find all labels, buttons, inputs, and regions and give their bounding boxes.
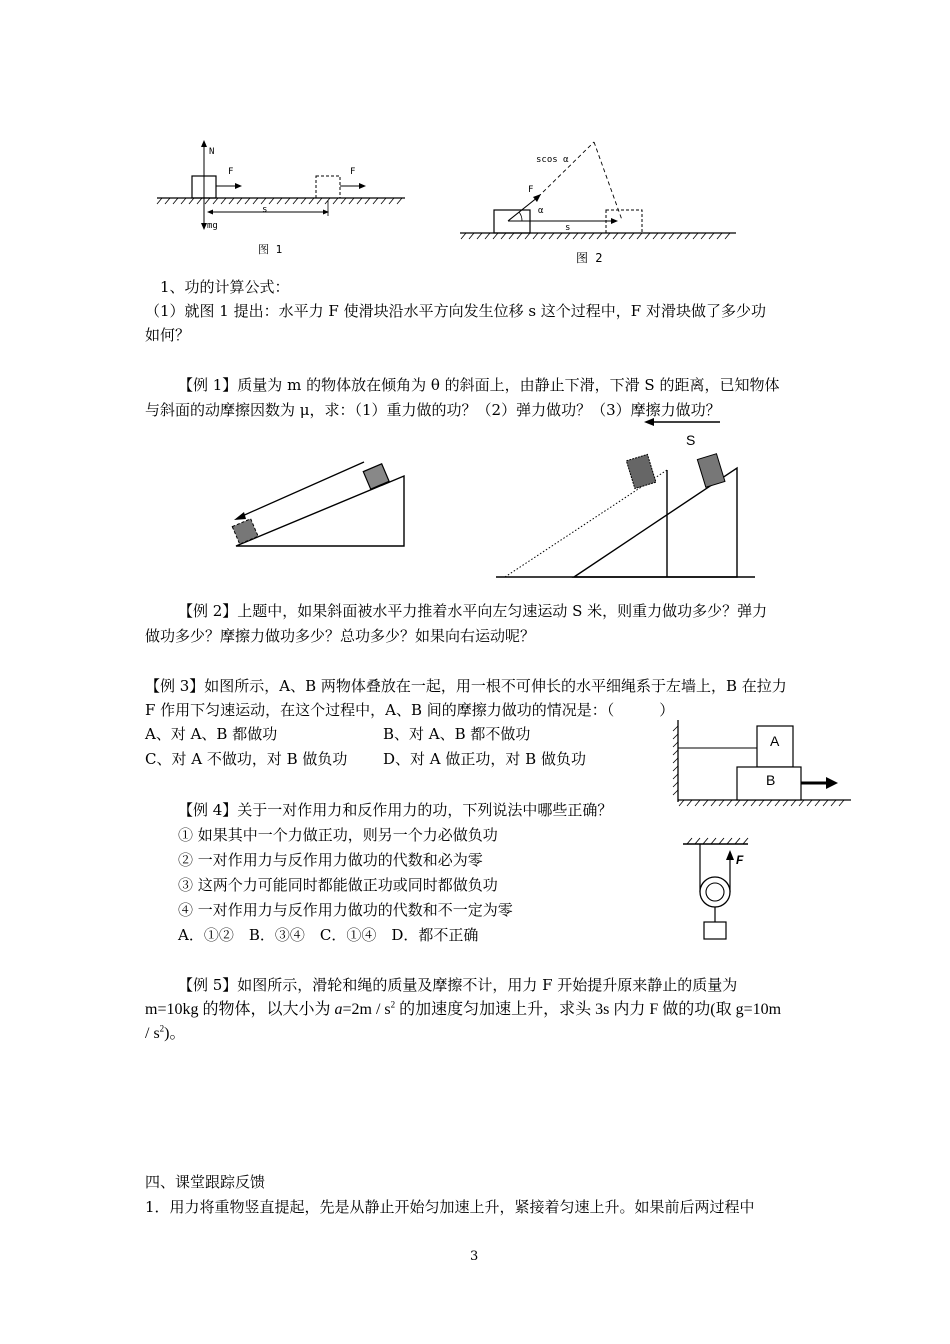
example3-line1: 【例 3】如图所示，A、B 两物体叠放在一起，用一根不可伸长的水平细绳系于左墙上，B 在拉力 xyxy=(145,677,787,695)
example5-line2-part2: =2m / s xyxy=(342,1001,391,1018)
example5-line3-part2: )。 xyxy=(164,1025,186,1042)
example4-choices: A．①② B．③④ C．①④ D．都不正确 xyxy=(178,926,479,944)
pulley-force-arrowhead xyxy=(726,850,734,860)
example2-line1: 【例 2】上题中，如果斜面被水平力推着水平向左匀速运动 S 米，则重力做功多少？弹力 xyxy=(178,602,768,620)
ex3-block-b-label: B xyxy=(766,772,776,788)
page-number: 3 xyxy=(470,1249,479,1264)
example4-statement-4: ④ 一对作用力与反作用力做功的代数和不一定为零 xyxy=(178,901,513,919)
example1-figure-label: S xyxy=(686,432,696,448)
fig2-projection-label: scos α xyxy=(536,155,569,165)
fig1-displacement-label: s xyxy=(262,205,268,215)
example3-option-d: D、对 A 做正功，对 B 做负功 xyxy=(383,750,586,768)
example1-line2: 与斜面的动摩擦因数为 μ，求：（1）重力做的功？（2）弹力做功？（3）摩擦力做功？ xyxy=(145,401,721,419)
pulley-wheel xyxy=(700,877,730,907)
example5-line3-sup: 2 xyxy=(159,1023,165,1034)
example5-accel-symbol: a xyxy=(334,1001,343,1018)
example5-line3-part1: / s xyxy=(145,1025,160,1042)
fig1-caption: 图 1 xyxy=(258,243,283,256)
example5-line2 xyxy=(145,1000,781,1020)
section1-question-line2: 如何？ xyxy=(145,326,191,344)
fig2-displacement-label: s xyxy=(565,223,571,233)
example2-line2: 做功多少？摩擦力做功多少？总功多少？如果向右运动呢？ xyxy=(145,627,536,645)
fig1-force-label: F xyxy=(228,167,234,177)
fig2-angle-label: α xyxy=(538,206,544,216)
example4-statement-2: ② 一对作用力与反作用力做功的代数和必为零 xyxy=(178,851,483,869)
section1-question-line1: （1）就图 1 提出：水平力 F 使滑块沿水平方向发生位移 s 这个过程中，F 对滑块做了多少功 xyxy=(145,302,766,320)
section1-heading: 1、功的计算公式： xyxy=(160,278,290,296)
fig1-normal-label: N xyxy=(209,147,215,157)
section4-question-1: 1．用力将重物竖直提起，先是从静止开始匀加速上升，紧接着匀速上升。如果前后两过程中 xyxy=(145,1198,755,1216)
example3-option-a: A、对 A、B 都做功 xyxy=(145,725,278,743)
example5-line1: 【例 5】如图所示，滑轮和绳的质量及摩擦不计，用力 F 开始提升原来静止的质量为 xyxy=(178,976,738,994)
example3-option-c: C、对 A 不做功，对 B 做负功 xyxy=(145,750,348,768)
example3-option-b: B、对 A、B 都不做功 xyxy=(383,725,531,743)
fig1-force-label-2: F xyxy=(350,167,356,177)
example5-line2-part1: m=10kg 的物体，以大小为 xyxy=(145,1001,335,1018)
pulley-force-label: F xyxy=(736,853,744,867)
fig1-gravity-label: mg xyxy=(207,221,218,231)
example5-line2-sup: 2 xyxy=(390,999,396,1010)
example3-line2: F 作用下匀速运动，在这个过程中，A、B 间的摩擦力做功的情况是：（ ） xyxy=(145,701,675,719)
example1-line1: 【例 1】质量为 m 的物体放在倾角为 θ 的斜面上，由静止下滑，下滑 S 的距离，已知物体 xyxy=(178,376,780,394)
example4-statement-3: ③ 这两个力可能同时都能做正功或同时都做负功 xyxy=(178,876,498,894)
example4-statement-1: ① 如果其中一个力做正功，则另一个力必做负功 xyxy=(178,826,498,844)
ex3-block-a-label: A xyxy=(770,733,780,749)
pulley-load xyxy=(704,922,726,939)
section4-heading: 四、课堂跟踪反馈 xyxy=(145,1173,266,1191)
fig2-force-label: F xyxy=(528,185,534,195)
example4-title: 【例 4】关于一对作用力和反作用力的功，下列说法中哪些正确？ xyxy=(178,801,613,819)
example5-line3 xyxy=(145,1024,186,1044)
fig2-caption: 图 2 xyxy=(576,251,603,265)
example5-line2-part3: 的加速度匀加速上升，求头 3s 内力 F 做的功(取 g=10m xyxy=(395,1001,782,1018)
